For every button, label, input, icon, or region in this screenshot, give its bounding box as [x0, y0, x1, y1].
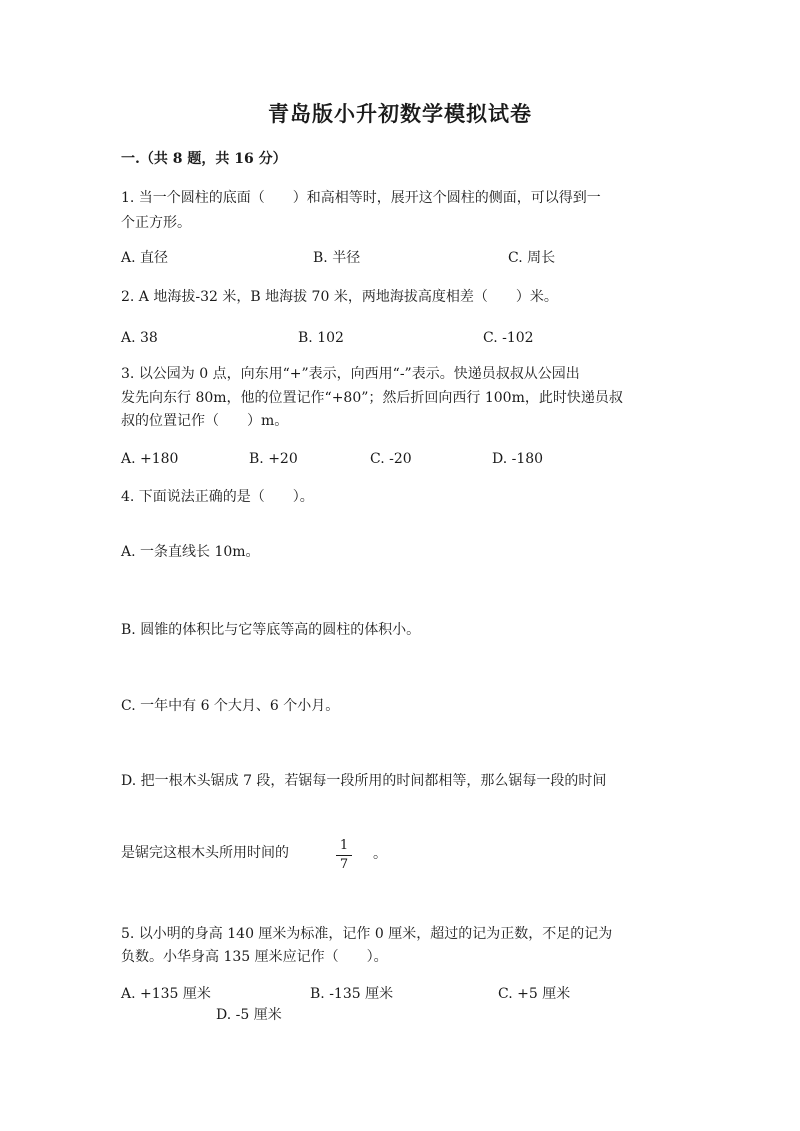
question-2-option-c[interactable]: C. -102	[483, 330, 534, 346]
question-2-option-b[interactable]: B. 102	[298, 330, 344, 346]
page-title: 青岛版小升初数学模拟试卷	[268, 101, 532, 126]
fraction-one-seventh	[336, 838, 352, 873]
question-1-option-b[interactable]: B. 半径	[313, 250, 361, 266]
question-4-option-d[interactable]: D. 把一根木头锯成 7 段，若锯每一段所用的时间都相等，那么锯每一段的时间	[121, 773, 607, 789]
question-4-option-c[interactable]: C. 一年中有 6 个大月、6 个小月。	[121, 698, 340, 714]
question-3-line-3: 叔的位置记作（ ）m。	[121, 413, 289, 429]
question-4-option-a[interactable]: A. 一条直线长 10m。	[121, 544, 260, 560]
fraction-numerator: 1	[339, 838, 349, 853]
question-5-option-d[interactable]: D. -5 厘米	[216, 1007, 282, 1023]
question-3-line-2: 发先向东行 80m，他的位置记作“+80”；然后折回向西行 100m，此时快递员叔	[121, 390, 623, 406]
question-5-option-a[interactable]: A. +135 厘米	[121, 986, 211, 1002]
question-5-option-b[interactable]: B. -135 厘米	[310, 986, 394, 1002]
question-5-line-1: 5. 以小明的身高 140 厘米为标准，记作 0 厘米，超过的记为正数，不足的记为	[121, 926, 613, 942]
question-2-option-a[interactable]: A. 38	[121, 330, 158, 346]
question-1-option-a[interactable]: A. 直径	[121, 250, 169, 266]
question-3-option-b[interactable]: B. +20	[249, 451, 298, 467]
fraction-denominator: 7	[339, 857, 349, 872]
question-4-option-d-continued: 是锯完这根木头所用时间的	[121, 845, 289, 861]
question-5-line-2: 负数。小华身高 135 厘米应记作（ ）。	[121, 949, 388, 965]
question-2-line-1: 2. A 地海拔-32 米，B 地海拔 70 米，两地海拔高度相差（ ）米。	[121, 289, 558, 305]
question-3-option-c[interactable]: C. -20	[370, 451, 412, 467]
question-3-option-a[interactable]: A. +180	[121, 451, 179, 467]
question-3-line-1: 3. 以公园为 0 点，向东用“+”表示，向西用“-”表示。快递员叔叔从公园出	[121, 366, 580, 382]
question-5-option-c[interactable]: C. +5 厘米	[498, 986, 571, 1002]
section-header: 一.（共 8 题，共 16 分）	[121, 151, 287, 167]
question-4-line-1: 4. 下面说法正确的是（ ）。	[121, 489, 314, 505]
question-4-option-b[interactable]: B. 圆锥的体积比与它等底等高的圆柱的体积小。	[121, 622, 421, 638]
question-1-line-2: 个正方形。	[121, 215, 191, 231]
question-1-line-1: 1. 当一个圆柱的底面（ ）和高相等时，展开这个圆柱的侧面，可以得到一	[121, 190, 601, 206]
fraction-bar	[336, 855, 352, 856]
question-4-tail: 。	[373, 846, 387, 862]
question-3-option-d[interactable]: D. -180	[492, 451, 544, 467]
question-1-option-c[interactable]: C. 周长	[508, 250, 556, 266]
